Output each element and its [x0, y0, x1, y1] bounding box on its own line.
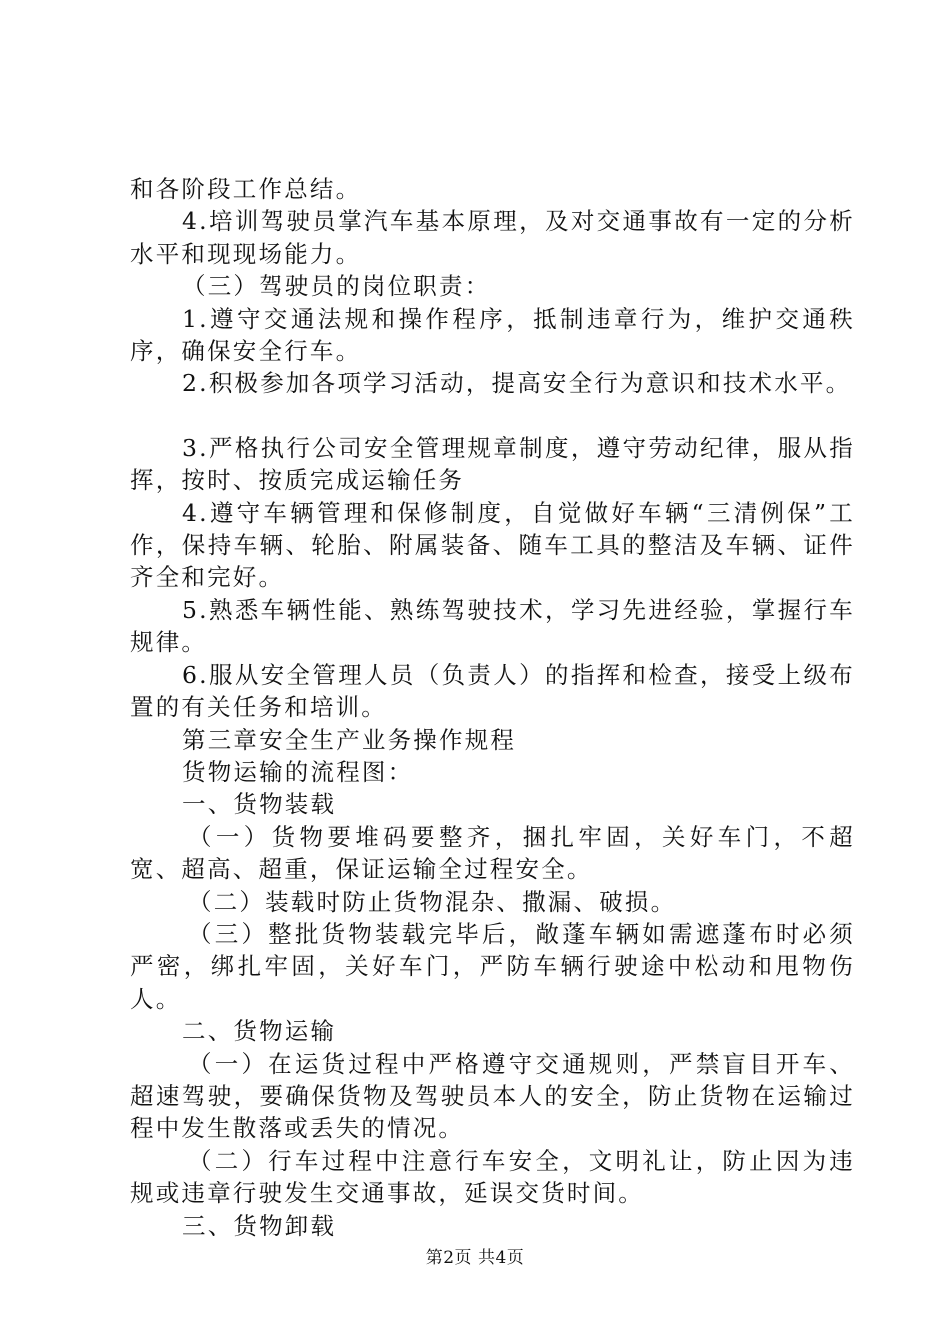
paragraph: （三）驾驶员的岗位职责： [182, 272, 491, 301]
section-heading: 一、货物装载 [182, 790, 337, 819]
page-footer: 第2页 共4页 [425, 1248, 525, 1268]
paragraph: 4.培训驾驶员掌汽车基本原理，及对交通事故有一定的分析水平和现现场能力。 [130, 207, 855, 268]
chapter-heading: 第三章安全生产业务操作规程 [182, 725, 517, 754]
paragraph: 4.遵守车辆管理和保修制度，自觉做好车辆“三清例保”工作，保持车辆、轮胎、附属装备、随车工具的整洁及车辆、证件齐全和完好。 [130, 498, 855, 592]
section-heading: 二、货物运输 [182, 1017, 337, 1046]
paragraph: 货物运输的流程图： [182, 757, 414, 786]
paragraph: 1.遵守交通法规和操作程序，抵制违章行为，维护交通秩序，确保安全行车。 [130, 304, 855, 366]
paragraph: （二）行车过程中注意行车安全，文明礼让，防止因为违规或违章行驶发生交通事故，延误交货时间。 [130, 1146, 855, 1208]
paragraph: 2.积极参加各项学习活动，提高安全行为意识和技术水平。 [182, 369, 852, 398]
paragraph: （一）在运货过程中严格遵守交通规则，严禁盲目开车、超速驾驶，要确保货物及驾驶员本人的安全，防止货物在运输过程中发生散落或丢失的情况。 [130, 1049, 855, 1143]
paragraph: （三）整批货物装载完毕后，敞蓬车辆如需遮蓬布时必须严密，绑扎牢固，关好车门，严防车辆行驶途中松动和甩物伤人。 [130, 919, 855, 1013]
paragraph: （一）货物要堆码要整齐，捆扎牢固，关好车门，不超宽、超高、超重，保证运输全过程安全。 [130, 822, 855, 884]
paragraph: 和各阶段工作总结。 [130, 175, 362, 203]
section-heading: 三、货物卸载 [182, 1211, 337, 1240]
paragraph: 5.熟悉车辆性能、熟练驾驶技术，学习先进经验，掌握行车规律。 [130, 595, 855, 657]
paragraph: 3.严格执行公司安全管理规章制度，遵守劳动纪律，服从指挥，按时、按质完成运输任务 [130, 433, 855, 495]
document-body [130, 173, 855, 1242]
paragraph: 6.服从安全管理人员（负责人）的指挥和检查，接受上级布置的有关任务和培训。 [130, 660, 855, 722]
paragraph: （二）装载时防止货物混杂、撒漏、破损。 [188, 887, 677, 916]
